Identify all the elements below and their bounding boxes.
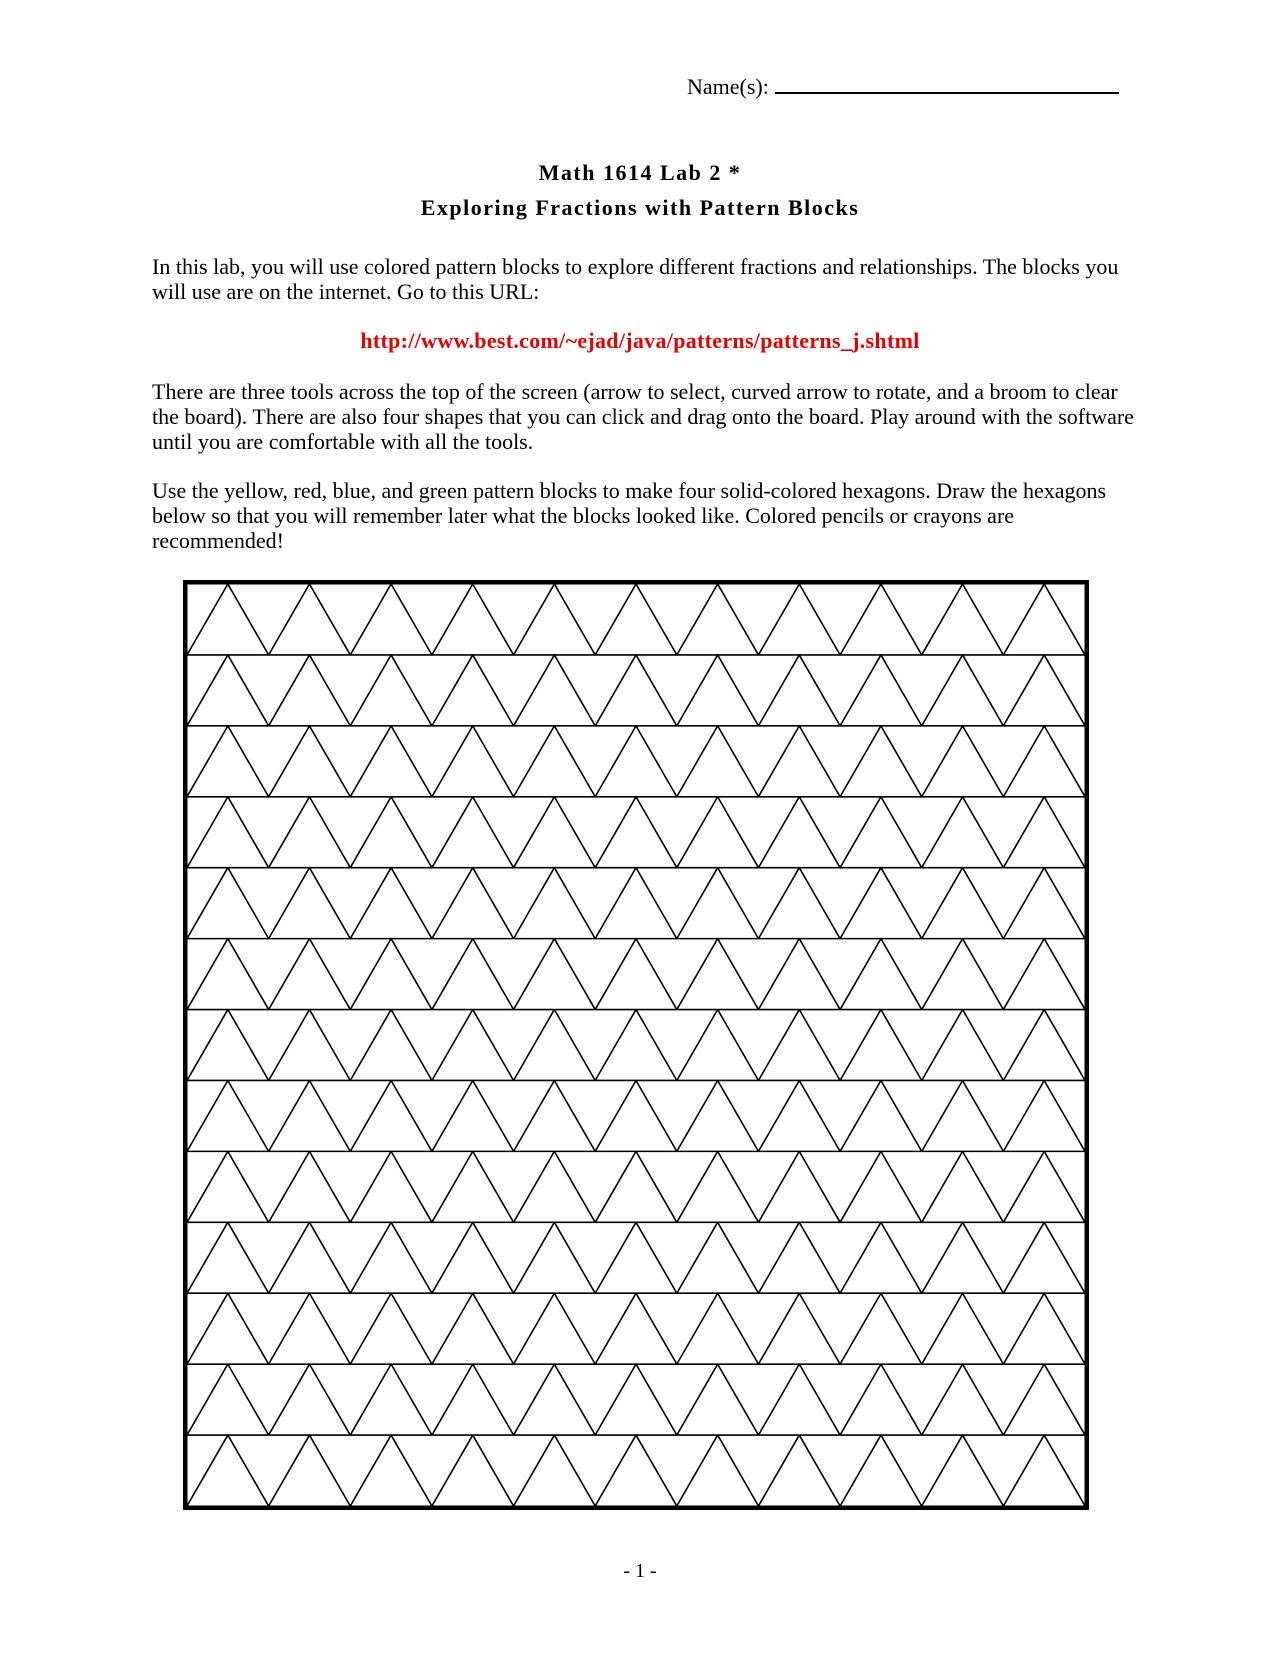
grid-diagonal-line: [391, 939, 432, 1010]
grid-diagonal-line: [432, 868, 473, 939]
grid-diagonal-line: [1003, 1151, 1044, 1222]
grid-diagonal-line: [636, 1080, 677, 1151]
grid-diagonal-line: [758, 584, 799, 655]
grid-diagonal-line: [758, 939, 799, 1010]
grid-diagonal-line: [922, 655, 963, 726]
grid-diagonal-line: [677, 1222, 718, 1293]
grid-diagonal-line: [432, 1435, 473, 1506]
page-number: - 1 -: [623, 1560, 657, 1582]
grid-diagonal-line: [840, 939, 881, 1010]
grid-diagonal-line: [963, 1222, 1004, 1293]
grid-diagonal-line: [187, 584, 228, 655]
grid-diagonal-line: [636, 939, 677, 1010]
grid-diagonal-line: [391, 868, 432, 939]
lab-title: Math 1614 Lab 2 *: [538, 160, 742, 185]
grid-diagonal-line: [758, 1151, 799, 1222]
name-blank-line[interactable]: [775, 72, 1119, 94]
grid-diagonal-line: [636, 1293, 677, 1364]
grid-diagonal-line: [228, 868, 269, 939]
grid-diagonal-line: [309, 939, 350, 1010]
grid-diagonal-line: [1044, 1151, 1085, 1222]
grid-diagonal-line: [1044, 939, 1085, 1010]
grid-diagonal-line: [963, 655, 1004, 726]
lab-subtitle: Exploring Fractions with Pattern Blocks: [420, 195, 860, 220]
grid-diagonal-line: [473, 1151, 514, 1222]
grid-diagonal-line: [636, 584, 677, 655]
grid-diagonal-line: [269, 655, 310, 726]
grid-diagonal-line: [595, 1080, 636, 1151]
grid-diagonal-line: [1044, 1080, 1085, 1151]
grid-diagonal-line: [595, 1435, 636, 1506]
grid-diagonal-line: [269, 1435, 310, 1506]
grid-diagonal-line: [881, 655, 922, 726]
grid-diagonal-line: [269, 1293, 310, 1364]
grid-diagonal-line: [187, 1222, 228, 1293]
grid-diagonal-line: [758, 1010, 799, 1081]
grid-diagonal-line: [799, 797, 840, 868]
grid-diagonal-line: [963, 1293, 1004, 1364]
grid-diagonal-line: [922, 1080, 963, 1151]
grid-diagonal-line: [922, 584, 963, 655]
grid-diagonal-line: [228, 797, 269, 868]
grid-diagonal-line: [269, 797, 310, 868]
grid-diagonal-line: [391, 797, 432, 868]
grid-diagonal-line: [391, 1010, 432, 1081]
grid-border: [185, 582, 1087, 1508]
grid-diagonal-line: [799, 1151, 840, 1222]
grid-diagonal-line: [228, 939, 269, 1010]
grid-diagonal-line: [922, 1293, 963, 1364]
grid-diagonal-line: [350, 584, 391, 655]
grid-diagonal-line: [1003, 726, 1044, 797]
grid-diagonal-line: [799, 1010, 840, 1081]
grid-diagonal-line: [963, 726, 1004, 797]
grid-diagonal-line: [269, 1151, 310, 1222]
grid-diagonal-line: [228, 726, 269, 797]
grid-diagonal-line: [840, 797, 881, 868]
grid-diagonal-line: [473, 655, 514, 726]
grid-diagonal-line: [391, 1293, 432, 1364]
grid-diagonal-line: [228, 655, 269, 726]
grid-diagonal-line: [554, 655, 595, 726]
grid-diagonal-line: [799, 1222, 840, 1293]
grid-diagonal-line: [309, 726, 350, 797]
grid-diagonal-line: [718, 584, 759, 655]
grid-diagonal-line: [187, 1293, 228, 1364]
grid-diagonal-line: [309, 584, 350, 655]
grid-diagonal-line: [677, 868, 718, 939]
grid-diagonal-line: [473, 1080, 514, 1151]
name-label: Name(s):: [687, 74, 769, 99]
grid-diagonal-line: [1003, 1435, 1044, 1506]
grid-diagonal-line: [432, 655, 473, 726]
grid-diagonal-line: [187, 726, 228, 797]
grid-diagonal-line: [473, 1293, 514, 1364]
grid-diagonal-line: [963, 868, 1004, 939]
grid-diagonal-line: [350, 726, 391, 797]
grid-diagonal-line: [1044, 1222, 1085, 1293]
grid-diagonal-line: [963, 939, 1004, 1010]
grid-diagonal-line: [758, 1364, 799, 1435]
grid-diagonal-line: [881, 939, 922, 1010]
grid-diagonal-line: [595, 797, 636, 868]
grid-diagonal-line: [636, 1010, 677, 1081]
grid-diagonal-line: [187, 1435, 228, 1506]
grid-diagonal-line: [554, 1151, 595, 1222]
grid-diagonal-line: [758, 655, 799, 726]
grid-diagonal-line: [187, 1364, 228, 1435]
grid-diagonal-line: [595, 584, 636, 655]
grid-diagonal-line: [799, 655, 840, 726]
grid-diagonal-line: [1003, 655, 1044, 726]
grid-diagonal-line: [514, 1293, 555, 1364]
grid-diagonal-line: [840, 1435, 881, 1506]
grid-diagonal-line: [1003, 1364, 1044, 1435]
grid-diagonal-line: [677, 1010, 718, 1081]
grid-diagonal-line: [881, 1010, 922, 1081]
grid-diagonal-line: [514, 655, 555, 726]
grid-diagonal-line: [554, 1293, 595, 1364]
grid-diagonal-line: [636, 868, 677, 939]
grid-diagonal-line: [391, 726, 432, 797]
grid-diagonal-line: [922, 726, 963, 797]
grid-diagonal-line: [554, 868, 595, 939]
grid-diagonal-line: [309, 1435, 350, 1506]
grid-diagonal-line: [881, 1222, 922, 1293]
grid-diagonal-line: [1044, 1010, 1085, 1081]
grid-diagonal-line: [799, 1364, 840, 1435]
grid-diagonal-line: [1044, 584, 1085, 655]
grid-diagonal-line: [269, 1222, 310, 1293]
grid-diagonal-line: [391, 1222, 432, 1293]
grid-diagonal-line: [187, 1080, 228, 1151]
grid-diagonal-line: [350, 1222, 391, 1293]
grid-diagonal-line: [514, 1222, 555, 1293]
grid-diagonal-line: [636, 1151, 677, 1222]
grid-diagonal-line: [595, 655, 636, 726]
grid-diagonal-line: [718, 1293, 759, 1364]
grid-diagonal-line: [350, 1435, 391, 1506]
grid-diagonal-line: [840, 1080, 881, 1151]
grid-diagonal-line: [718, 1222, 759, 1293]
grid-diagonal-line: [718, 1151, 759, 1222]
grid-diagonal-line: [309, 1151, 350, 1222]
grid-diagonal-line: [922, 939, 963, 1010]
grid-diagonal-line: [432, 1151, 473, 1222]
grid-diagonal-line: [309, 1364, 350, 1435]
grid-diagonal-line: [799, 1293, 840, 1364]
grid-diagonal-line: [228, 1010, 269, 1081]
grid-diagonal-line: [350, 1080, 391, 1151]
grid-diagonal-line: [1044, 1293, 1085, 1364]
grid-diagonal-line: [350, 655, 391, 726]
grid-diagonal-line: [922, 1364, 963, 1435]
grid-diagonal-line: [554, 1080, 595, 1151]
grid-diagonal-line: [228, 1222, 269, 1293]
grid-diagonal-line: [554, 584, 595, 655]
grid-diagonal-line: [514, 584, 555, 655]
grid-diagonal-line: [514, 1364, 555, 1435]
grid-diagonal-line: [554, 1364, 595, 1435]
grid-diagonal-line: [269, 726, 310, 797]
grid-diagonal-line: [309, 1222, 350, 1293]
grid-diagonal-line: [758, 1080, 799, 1151]
grid-diagonal-line: [1003, 1080, 1044, 1151]
grid-diagonal-line: [922, 797, 963, 868]
grid-diagonal-line: [1044, 797, 1085, 868]
grid-diagonal-line: [187, 939, 228, 1010]
grid-diagonal-line: [514, 797, 555, 868]
grid-diagonal-line: [473, 868, 514, 939]
grid-diagonal-line: [228, 1080, 269, 1151]
grid-diagonal-line: [963, 1435, 1004, 1506]
grid-diagonal-line: [1044, 655, 1085, 726]
grid-diagonal-line: [963, 1364, 1004, 1435]
grid-diagonal-line: [269, 1010, 310, 1081]
grid-diagonal-line: [432, 1293, 473, 1364]
grid-diagonal-line: [718, 868, 759, 939]
grid-diagonal-line: [309, 1293, 350, 1364]
grid-diagonal-line: [514, 939, 555, 1010]
grid-diagonal-line: [758, 868, 799, 939]
grid-diagonal-line: [677, 939, 718, 1010]
grid-diagonal-line: [718, 939, 759, 1010]
grid-diagonal-line: [350, 1151, 391, 1222]
grid-diagonal-line: [514, 1080, 555, 1151]
grid-diagonal-line: [922, 1151, 963, 1222]
grid-diagonal-line: [309, 1080, 350, 1151]
grid-diagonal-line: [514, 1151, 555, 1222]
grid-diagonal-line: [228, 584, 269, 655]
grid-diagonal-line: [432, 797, 473, 868]
grid-diagonal-line: [432, 584, 473, 655]
grid-diagonal-line: [881, 1364, 922, 1435]
grid-diagonal-line: [881, 1293, 922, 1364]
grid-diagonal-line: [881, 584, 922, 655]
grid-diagonal-line: [840, 655, 881, 726]
grid-diagonal-line: [922, 868, 963, 939]
grid-diagonal-line: [269, 1080, 310, 1151]
grid-diagonal-line: [514, 1010, 555, 1081]
grid-diagonal-line: [350, 797, 391, 868]
grid-diagonal-line: [473, 726, 514, 797]
grid-diagonal-line: [881, 868, 922, 939]
grid-diagonal-line: [391, 1080, 432, 1151]
grid-diagonal-line: [228, 1364, 269, 1435]
grid-diagonal-line: [718, 726, 759, 797]
name-field: [687, 72, 1119, 100]
grid-diagonal-line: [718, 1364, 759, 1435]
grid-diagonal-line: [1044, 1364, 1085, 1435]
grid-diagonal-line: [309, 797, 350, 868]
grid-diagonal-line: [799, 584, 840, 655]
grid-diagonal-line: [391, 1151, 432, 1222]
grid-diagonal-line: [473, 797, 514, 868]
grid-diagonal-line: [1044, 726, 1085, 797]
grid-diagonal-line: [677, 726, 718, 797]
grid-diagonal-line: [840, 1151, 881, 1222]
grid-diagonal-line: [881, 797, 922, 868]
grid-diagonal-line: [350, 1010, 391, 1081]
grid-diagonal-line: [922, 1222, 963, 1293]
grid-diagonal-line: [718, 797, 759, 868]
grid-diagonal-line: [677, 1364, 718, 1435]
grid-diagonal-line: [636, 655, 677, 726]
grid-diagonal-line: [840, 1222, 881, 1293]
grid-diagonal-line: [636, 1435, 677, 1506]
grid-diagonal-line: [718, 1080, 759, 1151]
grid-diagonal-line: [473, 584, 514, 655]
grid-diagonal-line: [391, 1364, 432, 1435]
grid-diagonal-line: [963, 584, 1004, 655]
grid-diagonal-line: [840, 584, 881, 655]
grid-diagonal-line: [758, 797, 799, 868]
grid-diagonal-line: [514, 1435, 555, 1506]
grid-diagonal-line: [881, 1080, 922, 1151]
grid-diagonal-line: [840, 1293, 881, 1364]
grid-diagonal-line: [636, 1364, 677, 1435]
grid-diagonal-line: [799, 1435, 840, 1506]
grid-diagonal-line: [432, 726, 473, 797]
grid-diagonal-line: [187, 868, 228, 939]
grid-diagonal-line: [554, 939, 595, 1010]
grid-diagonal-line: [677, 1151, 718, 1222]
grid-diagonal-line: [309, 1010, 350, 1081]
grid-diagonal-line: [269, 939, 310, 1010]
grid-diagonal-line: [269, 1364, 310, 1435]
grid-diagonal-line: [881, 726, 922, 797]
grid-diagonal-line: [269, 584, 310, 655]
grid-diagonal-line: [1003, 1222, 1044, 1293]
grid-diagonal-line: [677, 797, 718, 868]
grid-diagonal-line: [636, 726, 677, 797]
tools-paragraph: There are three tools across the top of the screen (arrow to select, curved arrow to rotate, and a broom to clear the board). There are also four shapes that you can click and drag onto the board. Play around with the software until you are comfortable with all the tools.: [152, 379, 1134, 454]
grid-diagonal-line: [514, 726, 555, 797]
grid-diagonal-line: [228, 1435, 269, 1506]
grid-diagonal-line: [1003, 939, 1044, 1010]
grid-diagonal-line: [799, 868, 840, 939]
grid-diagonal-line: [554, 1222, 595, 1293]
grid-diagonal-line: [473, 939, 514, 1010]
grid-diagonal-line: [595, 939, 636, 1010]
grid-diagonal-line: [432, 939, 473, 1010]
grid-diagonal-line: [677, 584, 718, 655]
grid-diagonal-line: [1044, 1435, 1085, 1506]
grid-diagonal-line: [718, 1010, 759, 1081]
grid-diagonal-line: [881, 1435, 922, 1506]
grid-diagonal-line: [963, 1010, 1004, 1081]
grid-diagonal-line: [677, 1293, 718, 1364]
grid-diagonal-line: [473, 1364, 514, 1435]
grid-diagonal-line: [758, 726, 799, 797]
grid-diagonal-line: [432, 1010, 473, 1081]
grid-diagonal-line: [1003, 1010, 1044, 1081]
grid-diagonal-line: [758, 1435, 799, 1506]
grid-diagonal-line: [1044, 868, 1085, 939]
grid-diagonal-line: [718, 1435, 759, 1506]
grid-diagonal-line: [391, 584, 432, 655]
grid-diagonal-line: [840, 726, 881, 797]
grid-diagonal-line: [922, 1435, 963, 1506]
grid-diagonal-line: [187, 1151, 228, 1222]
grid-diagonal-line: [963, 1080, 1004, 1151]
grid-diagonal-line: [595, 1222, 636, 1293]
grid-diagonal-line: [595, 1010, 636, 1081]
grid-diagonal-line: [595, 1364, 636, 1435]
grid-diagonal-line: [799, 1080, 840, 1151]
grid-diagonal-line: [1003, 797, 1044, 868]
grid-diagonal-line: [391, 1435, 432, 1506]
intro-paragraph: In this lab, you will use colored pattern blocks to explore different fractions and relationships. The blocks you will use are on the internet. Go to this URL:: [152, 254, 1119, 304]
grid-diagonal-line: [840, 1010, 881, 1081]
instructions-paragraph: Use the yellow, red, blue, and green pattern blocks to make four solid-colored hexagons. Draw the hexagons below so that you will remember later what the blocks looked like. Colored pencils or crayons are recommended!: [152, 478, 1107, 553]
grid-diagonal-line: [758, 1293, 799, 1364]
grid-diagonal-line: [350, 939, 391, 1010]
grid-diagonal-line: [228, 1293, 269, 1364]
grid-diagonal-line: [799, 939, 840, 1010]
grid-diagonal-line: [432, 1222, 473, 1293]
grid-diagonal-line: [636, 797, 677, 868]
grid-diagonal-line: [595, 1151, 636, 1222]
grid-diagonal-line: [922, 1010, 963, 1081]
grid-diagonal-line: [595, 1293, 636, 1364]
grid-diagonal-line: [595, 868, 636, 939]
grid-diagonal-line: [350, 1293, 391, 1364]
grid-diagonal-line: [963, 1151, 1004, 1222]
grid-diagonal-line: [677, 1080, 718, 1151]
grid-diagonal-line: [554, 797, 595, 868]
grid-diagonal-line: [595, 726, 636, 797]
grid-diagonal-line: [309, 655, 350, 726]
grid-diagonal-line: [1003, 1293, 1044, 1364]
grid-diagonal-line: [963, 797, 1004, 868]
grid-diagonal-line: [840, 868, 881, 939]
grid-diagonal-line: [758, 1222, 799, 1293]
grid-diagonal-line: [187, 655, 228, 726]
grid-diagonal-line: [309, 868, 350, 939]
grid-diagonal-line: [432, 1080, 473, 1151]
grid-diagonal-line: [677, 655, 718, 726]
grid-diagonal-line: [473, 1010, 514, 1081]
grid-diagonal-line: [1003, 584, 1044, 655]
grid-diagonal-line: [554, 1435, 595, 1506]
grid-diagonal-line: [840, 1364, 881, 1435]
lab-url-link[interactable]: http://www.best.com/~ejad/java/patterns/patterns_j.shtml: [360, 328, 920, 353]
grid-diagonal-line: [1003, 868, 1044, 939]
grid-diagonal-line: [350, 868, 391, 939]
grid-diagonal-line: [473, 1222, 514, 1293]
grid-diagonal-line: [881, 1151, 922, 1222]
grid-diagonal-line: [554, 726, 595, 797]
grid-diagonal-line: [636, 1222, 677, 1293]
grid-diagonal-line: [718, 655, 759, 726]
grid-diagonal-line: [391, 655, 432, 726]
grid-diagonal-line: [187, 1010, 228, 1081]
grid-diagonal-line: [269, 868, 310, 939]
grid-diagonal-line: [350, 1364, 391, 1435]
grid-diagonal-line: [514, 868, 555, 939]
triangle-grid[interactable]: [183, 580, 1089, 1510]
grid-diagonal-line: [554, 1010, 595, 1081]
grid-diagonal-line: [799, 726, 840, 797]
grid-diagonal-line: [228, 1151, 269, 1222]
grid-lines: [183, 584, 1089, 1506]
grid-diagonal-line: [432, 1364, 473, 1435]
grid-diagonal-line: [677, 1435, 718, 1506]
grid-diagonal-line: [473, 1435, 514, 1506]
grid-diagonal-line: [187, 797, 228, 868]
